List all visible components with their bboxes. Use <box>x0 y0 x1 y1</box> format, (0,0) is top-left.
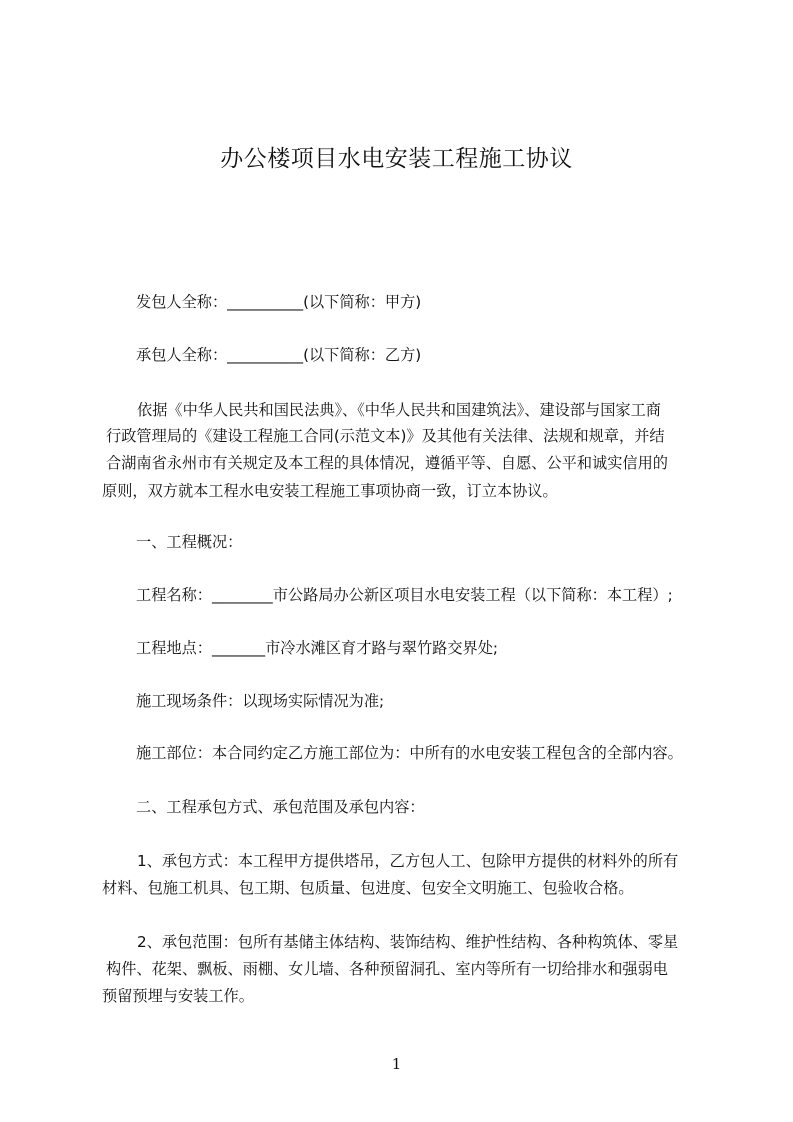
item2-line-1: 2、承包范围：包所有基储主体结构、装饰结构、维护性结构、各种构筑体、零星 <box>137 933 679 951</box>
page-number: 1 <box>391 1055 402 1073</box>
employer-line: 发包人全称：__________(以下简称：甲方) <box>136 293 422 311</box>
document-title: 办公楼项目水电安装工程施工协议 <box>220 146 573 172</box>
item2-line-2: 构件、花架、飘板、雨棚、女儿墙、各种预留洞孔、室内等所有一切给排水和强弱电 <box>106 960 668 978</box>
item1-line-2: 材料、包施工机具、包工期、包质量、包进度、包安全文明施工、包验收合格。 <box>102 879 634 897</box>
section2-heading: 二、工程承包方式、承包范围及承包内容： <box>136 798 425 816</box>
site-conditions-line: 施工现场条件：以现场实际情况为准; <box>136 692 385 710</box>
construction-part-line: 施工部位：本合同约定乙方施工部位为：中所有的水电安装工程包含的全部内容。 <box>136 744 683 762</box>
basis-paragraph-line-3: 合湖南省永州市有关规定及本工程的具体情况，遵循平等、自愿、公平和诚实信用的 <box>106 454 668 472</box>
item1-line-1: 1、承包方式：本工程甲方提供塔吊，乙方包人工、包除甲方提供的材料外的所有 <box>137 852 679 870</box>
project-location-line: 工程地点：_______市冷水滩区育才路与翠竹路交界处; <box>136 639 499 657</box>
section1-heading: 一、工程概况： <box>136 533 243 551</box>
basis-paragraph-line-1: 依据《中华人民共和国民法典》、《中华人民共和国建筑法》、建设部与国家工商 <box>137 401 661 419</box>
project-name-line: 工程名称：________市公路局办公新区项目水电安装工程（以下简称：本工程）; <box>136 586 673 604</box>
contractor-line: 承包人全称：__________(以下简称：乙方) <box>136 346 422 364</box>
basis-paragraph-line-4: 原则，双方就本工程水电安装工程施工事项协商一致，订立本协议。 <box>102 482 558 500</box>
basis-paragraph-line-2: 行政管理局的《建设工程施工合同(示范文本)》及其他有关法律、法规和规章，并结 <box>106 427 665 445</box>
item2-line-3: 预留预埋与安装工作。 <box>102 987 254 1005</box>
